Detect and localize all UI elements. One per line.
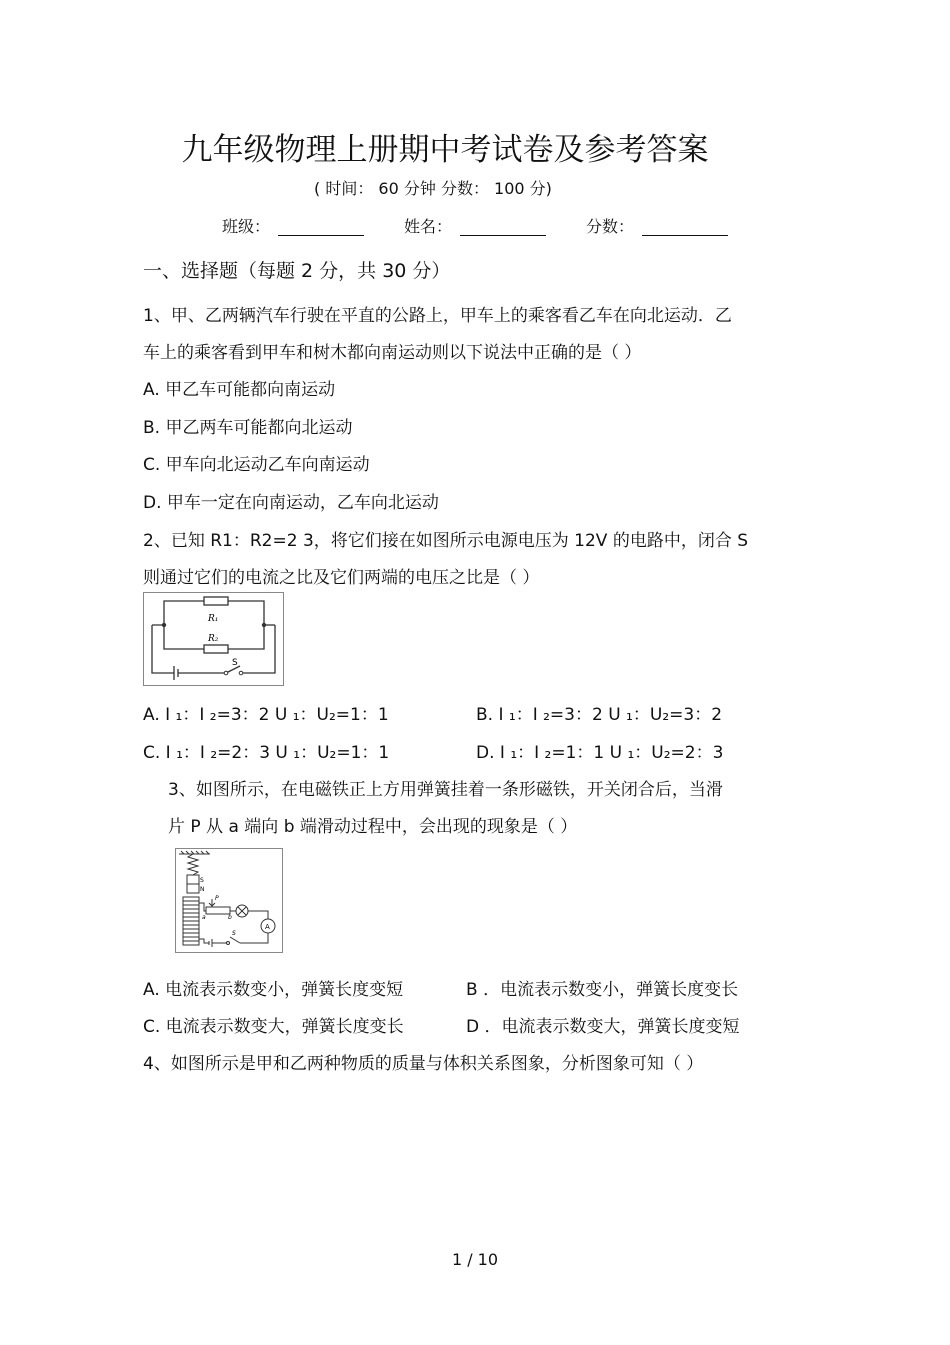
section-heading: 一、选择题（每题 2 分，共 30 分）	[143, 260, 451, 282]
q1-option-d: D. 甲车一定在向南运动，乙车向北运动	[143, 493, 439, 513]
q2-option-a: A. I ₁：I ₂=3：2 U ₁：U₂=1：1	[143, 705, 389, 725]
page-number: 1 / 10	[451, 1250, 499, 1269]
score-label: 分数：	[586, 217, 635, 236]
r1-label: R₁	[208, 614, 219, 624]
page-title: 九年级物理上册期中考试卷及参考答案	[181, 132, 709, 168]
name-blank	[460, 217, 546, 236]
q2-option-b: B. I ₁：I ₂=3：2 U ₁：U₂=3：2	[476, 705, 723, 725]
exam-meta: ( 时间： 60 分钟 分数： 100 分)	[314, 179, 552, 198]
q2-line1: 2、已知 R1：R2=2 3，将它们接在如图所示电源电压为 12V 的电路中，闭合 S	[143, 531, 749, 551]
q3-option-d: D ．电流表示数变大，弹簧长度变短	[466, 1017, 740, 1037]
q3-option-c: C. 电流表示数变大，弹簧长度变长	[143, 1017, 404, 1037]
q1-option-c: C. 甲车向北运动乙车向南运动	[143, 455, 370, 475]
q2-option-c: C. I ₁：I ₂=2：3 U ₁：U₂=1：1	[143, 743, 390, 763]
q4-line1: 4、如图所示是甲和乙两种物质的质量与体积关系图象，分析图象可知（ ）	[143, 1054, 704, 1074]
q3-line1: 3、如图所示，在电磁铁正上方用弹簧挂着一条形磁铁，开关闭合后，当滑	[168, 780, 723, 800]
q2-circuit-figure	[143, 592, 284, 686]
magnet-s-pole-label: S	[200, 877, 204, 884]
q2-circuit-diagram	[144, 593, 283, 685]
switch-label: S	[232, 658, 238, 668]
q3-option-b: B ．电流表示数变小，弹簧长度变长	[466, 980, 739, 1000]
q3-electromagnet-diagram	[176, 849, 282, 952]
name-label: 姓名：	[404, 217, 453, 236]
q2-line2: 则通过它们的电流之比及它们两端的电压之比是（ ）	[143, 568, 540, 588]
q3-switch-label: S	[232, 930, 236, 937]
q1-line2: 车上的乘客看到甲车和树木都向南运动则以下说法中正确的是（ ）	[143, 343, 642, 363]
q1-option-a: A. 甲乙车可能都向南运动	[143, 380, 336, 400]
terminal-a-label: a	[202, 914, 206, 921]
r2-label: R₂	[208, 634, 219, 644]
ammeter-label: A	[265, 923, 270, 931]
magnet-n-pole-label: N	[200, 886, 205, 893]
terminal-b-label: b	[228, 914, 232, 921]
q3-option-a: A. 电流表示数变小，弹簧长度变短	[143, 980, 404, 1000]
q1-option-b: B. 甲乙两车可能都向北运动	[143, 418, 353, 438]
q3-line2: 片 P 从 a 端向 b 端滑动过程中，会出现的现象是（ ）	[168, 817, 578, 837]
class-field	[222, 214, 364, 237]
class-label: 班级：	[222, 217, 271, 236]
class-blank	[278, 217, 364, 236]
q1-line1: 1、甲、乙两辆汽车行驶在平直的公路上，甲车上的乘客看乙车在向北运动．乙	[143, 306, 732, 326]
name-field	[404, 214, 546, 237]
slider-p-label: P	[215, 895, 219, 902]
q2-option-d: D. I ₁：I ₂=1：1 U ₁：U₂=2：3	[476, 743, 724, 763]
score-field	[586, 214, 728, 237]
score-blank	[642, 217, 728, 236]
q3-circuit-figure	[175, 848, 283, 953]
